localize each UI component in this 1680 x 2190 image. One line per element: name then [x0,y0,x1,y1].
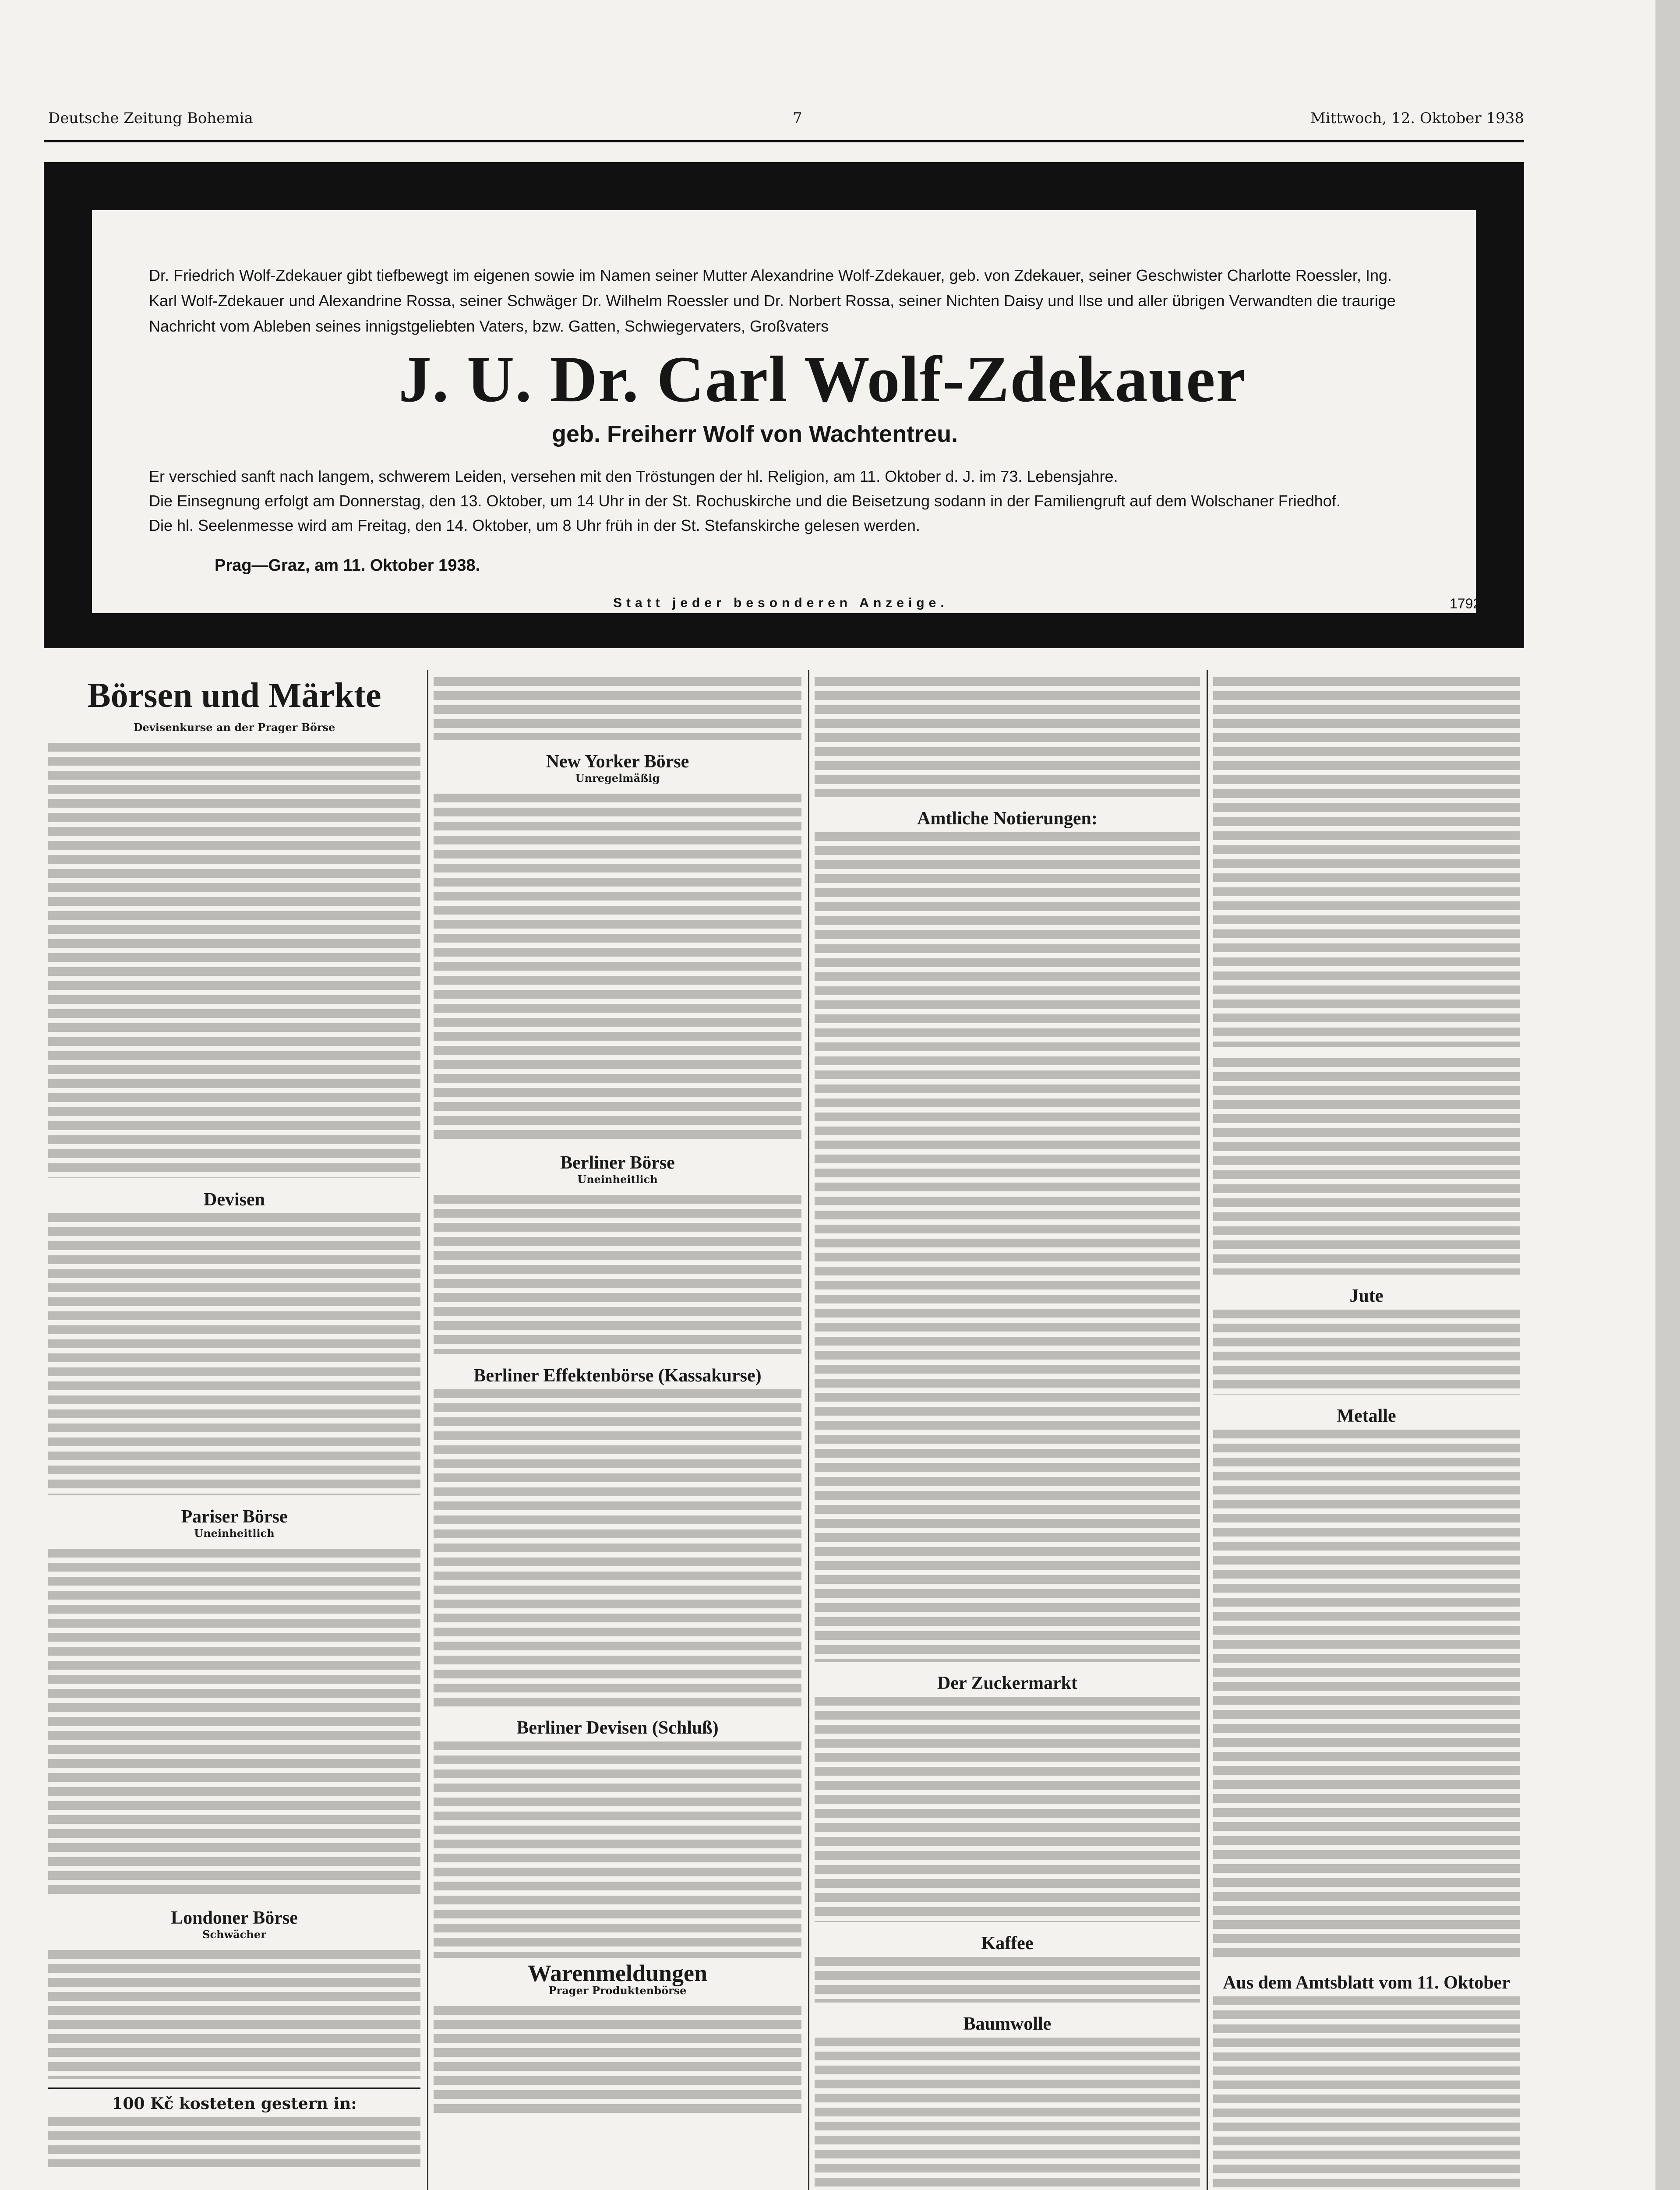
obituary-text [149,464,1463,538]
section-heading-devisen: Devisen [204,1190,265,1210]
text-block [434,1192,801,1354]
text-block [48,1211,420,1495]
section-subheading: Prager Produktenbörse [548,1984,687,1997]
text-block [48,2115,420,2167]
column-divider [427,670,428,2190]
metals-table [1213,1427,1520,1961]
text-block [1213,1056,1520,1275]
section-heading-metalle: Metalle [1337,1406,1396,1426]
section-subheading: Uneinheitlich [577,1173,658,1186]
text-block [434,675,801,740]
text-block [48,1546,420,1897]
obituary-statt: Statt jeder besonderen Anzeige. [613,596,949,610]
obituary-line-3: Die hl. Seelenmesse wird am Freitag, den 14. Oktober, um 8 Uhr früh in der St. Stefanskirche gelesen werden. [149,516,920,534]
page-header [48,110,1524,145]
paper-name: Deutsche Zeitung Bohemia [48,110,253,127]
section-heading-notierungen: Amtliche Notierungen: [917,809,1098,829]
deceased-name: J. U. Dr. Carl Wolf-Zdekauer [399,343,1246,416]
deceased-birth-name: geb. Freiherr Wolf von Wachtentreu. [552,421,958,447]
currency-table [48,740,420,1178]
text-block [815,1954,1200,2003]
commodity-table [815,830,1200,1662]
section-subheading: Uneinheitlich [194,1527,275,1540]
box-heading: 100 Kč kosteten gestern in: [112,2095,357,2113]
section-heading-londoner: Londoner Börse [171,1908,298,1928]
column-divider [1207,670,1208,2190]
section-heading-waren: Warenmeldungen [527,1960,708,1986]
section-heading-kaffee: Kaffee [981,1933,1034,1953]
obituary-place-date: Prag—Graz, am 11. Oktober 1938. [215,556,480,575]
section-subheading: Unregelmäßig [575,772,660,784]
text-block [48,1947,420,2079]
page-number: 7 [793,110,802,127]
section-heading-jute: Jute [1349,1286,1384,1306]
section-subheading: Schwächer [202,1928,266,1941]
text-block [1213,675,1520,1047]
column-divider [808,670,809,2190]
section-subtitle: Devisenkurse an der Prager Börse [133,721,335,734]
section-heading-effekten: Berliner Effektenbörse (Kassakurse) [473,1366,762,1386]
column-3 [815,670,1200,2190]
obituary-line-1: Er verschied sanft nach langem, schwerem Leiden, versehen mit den Tröstungen der hl. Religion, am 11. Oktober d. J. im 73. Lebensjahre. [149,467,1118,485]
section-heading-pariser: Pariser Börse [181,1507,288,1527]
obituary-notice [44,162,1524,648]
header-rule [44,140,1524,142]
sugar-table [815,1694,1200,1922]
obituary-line-2: Die Einsegnung erfolgt am Donnerstag, den 13. Oktober, um 14 Uhr in der St. Rochuskirche und die Beisetzung sodann in der Familiengruft auf dem Wolschaner Friedhof. [149,492,1341,510]
section-heading-berliner: Berliner Börse [560,1153,675,1173]
column-2 [434,670,801,2190]
column-4 [1213,670,1520,2190]
text-block [815,675,1200,797]
text-block [434,2003,801,2113]
obituary-inner [92,210,1481,613]
column-1 [48,670,420,2190]
currency-table [434,1739,801,1958]
text-block [1213,1994,1520,2190]
section-title: Börsen und Märkte [87,676,381,715]
section-heading-amtsblatt: Aus dem Amtsblatt vom 11. Oktober [1223,1973,1510,1993]
section-heading-zucker: Der Zuckermarkt [937,1673,1077,1693]
text-block [434,791,801,1141]
section-heading-newyork: New Yorker Börse [546,752,689,772]
stock-table [434,1387,801,1706]
text-block [1213,1307,1520,1395]
obituary-number: 1792 [1450,596,1481,611]
issue-date: Mittwoch, 12. Oktober 1938 [1310,110,1524,127]
box-rule [48,2088,420,2089]
cotton-table [815,2035,1200,2190]
obituary-intro: Dr. Friedrich Wolf-Zdekauer gibt tiefbewegt im eigenen sowie im Namen seiner Mutter Alexandrine Wolf-Zdekauer, geb. von Zdekauer, seiner Geschwister Charlotte Roessler, Ing. Karl Wolf-Zdekauer und Alexandrine Rossa, seiner Schwäger Dr. Wilhelm Roessler und Dr. Norbert Rossa, seiner Nichten Daisy und Ilse und aller übrigen Verwandten die traurige Nachricht vom Ableben seines innigstgeliebten Vaters, bzw. Gatten, Schwiegervaters, Großvaters [149,266,1396,335]
section-heading-berliner-devisen: Berliner Devisen (Schluß) [516,1718,719,1738]
scan-edge [1655,0,1680,2190]
section-heading-baumwolle: Baumwolle [963,2014,1052,2034]
